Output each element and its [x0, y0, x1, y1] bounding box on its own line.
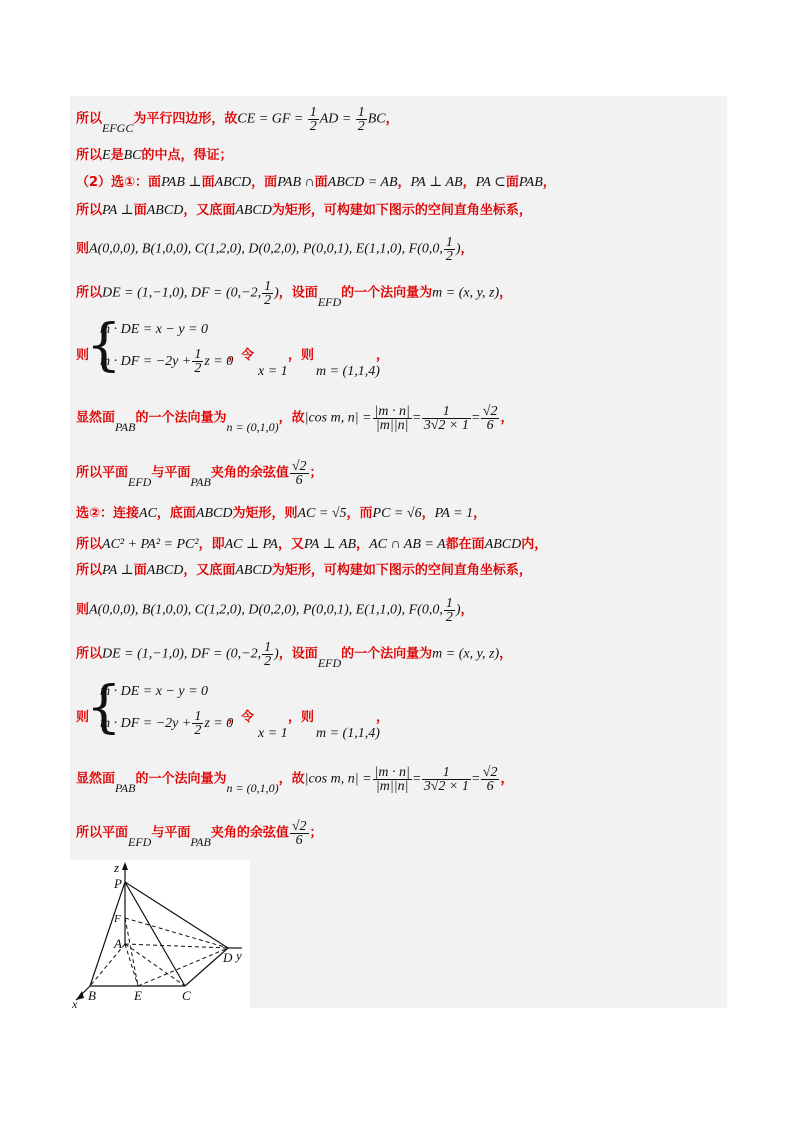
text-line-3: （2）选①：面PAB ⊥面ABCD，面PAB ∩面ABCD = AB，PA ⊥ AB，PA ⊂面PAB， — [76, 175, 556, 190]
pyramid-figure — [70, 860, 250, 1008]
label-P: P — [114, 876, 122, 891]
label-x: x — [72, 997, 78, 1008]
text-line-11: 所以AC² + PA² = PC²，即AC ⊥ PA，又PA ⊥ AB，AC ∩ AB = A都在面ABCD内， — [76, 537, 548, 552]
text-line-13: 则A(0,0,0), B(1,0,0), C(1,2,0), D(0,2,0), P(0,0,1), E(1,1,0), F(0,0, $\frac{1}{2}$ )， — [76, 596, 474, 625]
fraction: $\frac{1}{2}$ — [309, 105, 317, 134]
edge-CD — [185, 948, 228, 986]
edge-FD — [125, 918, 228, 948]
text-line-14: 所以DE = (1,−1,0), DF = (0,−2, $\frac{1}{2}$ )，设面EFD的一个法向量为m = (x, y, z)， — [76, 640, 513, 670]
edge-ED — [138, 948, 228, 986]
edge-PB — [90, 882, 125, 986]
fraction: $\frac{1}{2}$ — [357, 105, 365, 134]
label-F: F — [114, 913, 121, 925]
pyramid-diagram — [70, 860, 250, 1008]
edge-PC — [125, 882, 185, 986]
label-A: A — [114, 936, 122, 951]
text-line-16: 显然面PAB的一个法向量为n = (0,1,0)，故|cos m, n| = $\frac{|m \cdot n|}{|m||n|}$ = $\frac{1}{3√2 \times 1}$ = $\frac{√2}{6}$ ， — [76, 765, 514, 795]
label-z: z — [114, 860, 120, 875]
text-line-5: 则A(0,0,0), B(1,0,0), C(1,2,0), D(0,2,0), P(0,0,1), E(1,1,0), F(0,0, $\frac{1}{2}$ )， — [76, 235, 474, 264]
text-line-6: 所以DE = (1,−1,0), DF = (0,−2, $\frac{1}{2}$ )，设面EFD的一个法向量为m = (x, y, z)， — [76, 279, 513, 309]
edge-AD — [125, 944, 228, 948]
label-E: E — [134, 988, 142, 1003]
text-line-12: 所以PA ⊥面ABCD，又底面ABCD为矩形，可构建如下图示的空间直角坐标系， — [76, 563, 532, 578]
text-line-2: 所以E是BC的中点，得证； — [76, 148, 233, 163]
text-line-1: 所以EFGC为平行四边形，故CE = GF = $\frac{1}{2}$ AD = $\frac{1}{2}$ BC， — [76, 105, 399, 135]
label-y: y — [236, 948, 242, 963]
text-line-10: 选②：连接AC，底面ABCD为矩形，则AC = √5，而PC = √6，PA = 1， — [76, 506, 487, 521]
edge-FE — [125, 918, 138, 986]
edge-PD — [125, 882, 228, 948]
label-D: D — [223, 950, 233, 965]
text-line-8: 显然面PAB的一个法向量为n = (0,1,0)，故|cos m, n| = $\frac{|m \cdot n|}{|m||n|}$ = $\frac{1}{3√2 \times 1}$ = $\frac{√2}{6}$ ， — [76, 404, 514, 434]
label-C: C — [182, 988, 191, 1003]
edge-AC — [125, 944, 185, 986]
text-line-9: 所以平面EFD与平面PAB夹角的余弦值 $\frac{√2}{6}$ ； — [76, 459, 323, 489]
text-line-17: 所以平面EFD与平面PAB夹角的余弦值 $\frac{√2}{6}$ ； — [76, 819, 323, 849]
text-line-4: 所以PA ⊥面ABCD，又底面ABCD为矩形，可构建如下图示的空间直角坐标系， — [76, 203, 532, 218]
z-arrow — [122, 862, 128, 870]
label-B: B — [88, 988, 96, 1003]
edge-AE — [125, 944, 138, 986]
